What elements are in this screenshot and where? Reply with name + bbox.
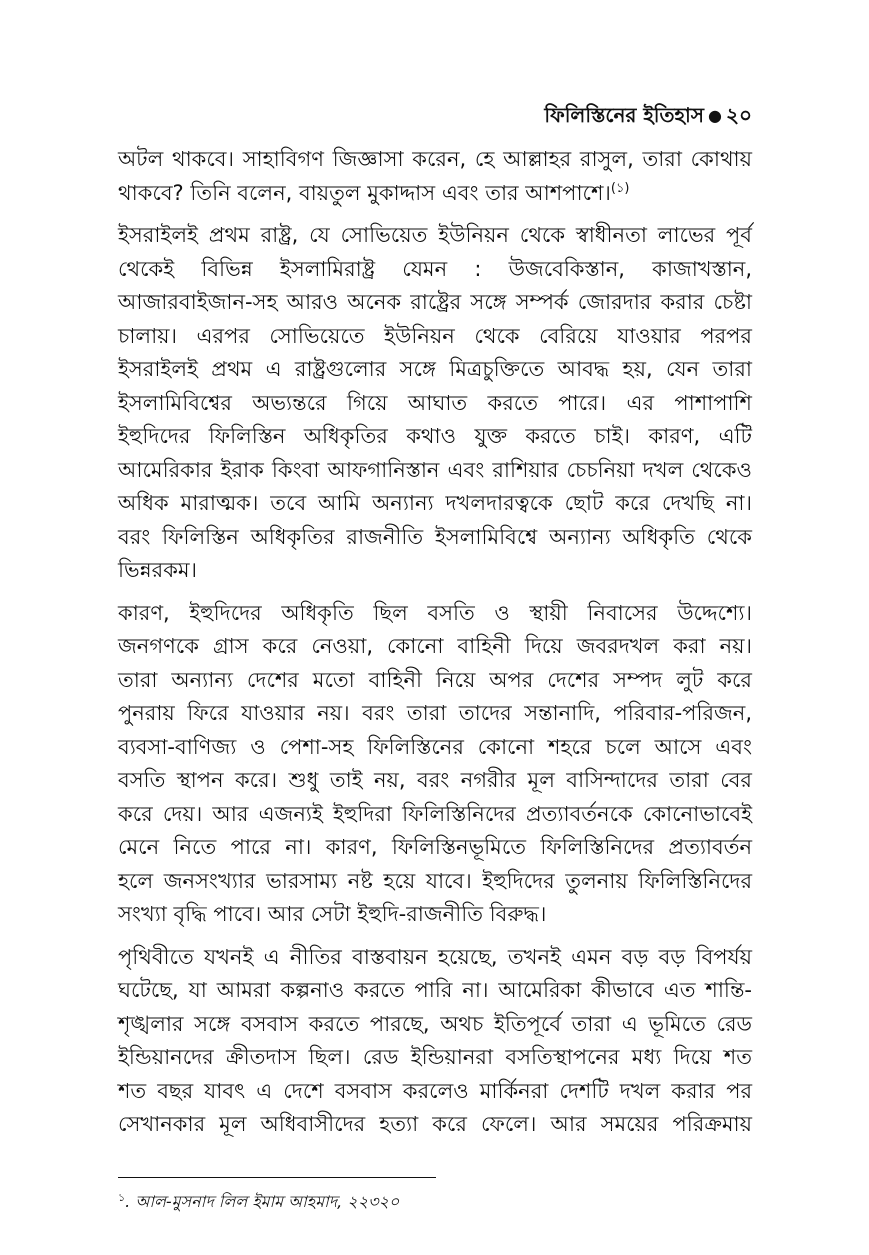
text-line: অধিক মারাত্মক। তবে আমি অন্যান্য দখলদারত্বকে ছোট করে দেখছি না।	[118, 491, 752, 515]
page-number: ২০	[725, 103, 752, 127]
bullet-separator: ●	[708, 106, 722, 125]
footnote-reference: (১)	[610, 180, 630, 196]
text-line: আমেরিকার ইরাক কিংবা আফগানিস্তান এবং রাশিয়ার চেচনিয়া দখল থেকেও	[118, 457, 752, 482]
book-title: ফিলিস্তিনের ইতিহাস	[544, 103, 705, 127]
text-line: ইসরাইলই প্রথম এ রাষ্ট্রগুলোর সঙ্গে মিত্রচুক্তিতে আবদ্ধ হয়, যেন তারা	[118, 357, 752, 381]
text-line: করে দেয়। আর এজন্যই ইহুদিরা ফিলিস্তিনিদের প্রত্যাবর্তনকে কোনোভাবেই	[118, 801, 752, 826]
text-body	[118, 143, 752, 1151]
text-line: সংখ্যা বৃদ্ধি পাবে। আর সেটা ইহুদি-রাজনীতি বিরুদ্ধ।	[118, 902, 547, 926]
text-line: সেখানকার মূল অধিবাসীদের হত্যা করে ফেলে। আর সময়ের পরিক্রমায়	[118, 1112, 752, 1136]
text-line: বরং ফিলিস্তিন অধিকৃতির রাজনীতি ইসলামিবিশ্বে অন্যান্য অধিকৃতি থেকে	[118, 524, 752, 549]
text-line: অটল থাকবে। সাহাবিগণ জিজ্ঞাসা করেন, হে আল্লাহর রাসুল, তারা কোথায়	[118, 147, 752, 171]
text-line: ইসলামিবিশ্বের অভ্যন্তরে গিয়ে আঘাত করতে পারে। এর পাশাপাশি	[118, 390, 752, 415]
text-line: ইসরাইলই প্রথম রাষ্ট্র, যে সোভিয়েত ইউনিয়ন থেকে স্বাধীনতা লাভের পূর্ব	[118, 223, 752, 247]
text-line: মেনে নিতে পারে না। কারণ, ফিলিস্তিনভূমিতে ফিলিস্তিনিদের প্রত্যাবর্তন	[118, 835, 752, 859]
text-line: পুনরায় ফিরে যাওয়ার নয়। বরং তারা তাদের সন্তানাদি, পরিবার-পরিজন,	[118, 701, 752, 725]
footnote	[118, 1188, 752, 1216]
footnote-text: . আল-মুসনাদ লিল ইমাম আহমাদ, ২২৩২০	[125, 1192, 400, 1211]
text-line: ঘটেছে, যা আমরা কল্পনাও করতে পারি না। আমেরিকা কীভাবে এত শান্তি-	[118, 978, 752, 1002]
running-header	[544, 100, 752, 131]
paragraph	[118, 219, 752, 588]
paragraph	[118, 597, 752, 932]
text-line: থেকেই বিভিন্ন ইসলামিরাষ্ট্র যেমন : উজবেকিস্তান, কাজাখস্তান,	[118, 256, 752, 281]
text-line: শৃঙ্খলার সঙ্গে বসবাস করতে পারছে, অথচ ইতিপূর্বে তারা এ ভূমিতে রেড	[118, 1011, 752, 1036]
text-line: বসতি স্থাপন করে। শুধু তাই নয়, বরং নগরীর মূল বাসিন্দাদের তারা বের	[118, 768, 752, 792]
text-line: ব্যবসা-বাণিজ্য ও পেশা-সহ ফিলিস্তিনের কোনো শহরে চলে আসে এবং	[118, 734, 752, 759]
footnote-number: ১	[118, 1191, 126, 1204]
footnote-divider	[118, 1177, 436, 1178]
text-line: চালায়। এরপর সোভিয়েতে ইউনিয়ন থেকে বেরিয়ে যাওয়ার পরপর	[118, 323, 752, 348]
text-line: ইহুদিদের ফিলিস্তিন অধিকৃতির কথাও যুক্ত করতে চাই। কারণ, এটি	[118, 424, 752, 448]
text-line: কারণ, ইহুদিদের অধিকৃতি ছিল বসতি ও স্থায়ী নিবাসের উদ্দেশ্যে।	[118, 600, 752, 625]
text-line-content: থাকবে? তিনি বলেন, বায়তুল মুকাদ্দাস এবং তার আশপাশে।	[118, 180, 611, 205]
text-line: আজারবাইজান-সহ আরও অনেক রাষ্ট্রের সঙ্গে সম্পর্ক জোরদার করার চেষ্টা	[118, 290, 752, 314]
text-line: হলে জনসংখ্যার ভারসাম্য নষ্ট হয়ে যাবে। ইহুদিদের তুলনায় ফিলিস্তিনিদের	[118, 868, 752, 893]
paragraph	[118, 143, 752, 210]
text-line: পৃথিবীতে যখনই এ নীতির বাস্তবায়ন হয়েছে, তখনই এমন বড় বড় বিপর্যয়	[118, 944, 752, 969]
text-line: তারা অন্যান্য দেশের মতো বাহিনী নিয়ে অপর দেশের সম্পদ লুট করে	[118, 667, 752, 692]
text-line	[118, 177, 752, 211]
paragraph	[118, 941, 752, 1142]
text-line: জনগণকে গ্রাস করে নেওয়া, কোনো বাহিনী দিয়ে জবরদখল করা নয়।	[118, 634, 752, 658]
text-line: শত বছর যাবৎ এ দেশে বসবাস করলেও মার্কিনরা দেশটি দখল করার পর	[118, 1078, 752, 1103]
text-line: ইন্ডিয়ানদের ক্রীতদাস ছিল। রেড ইন্ডিয়ানরা বসতিস্থাপনের মধ্য দিয়ে শত	[118, 1045, 752, 1069]
text-line: ভিন্নরকম।	[118, 558, 198, 582]
